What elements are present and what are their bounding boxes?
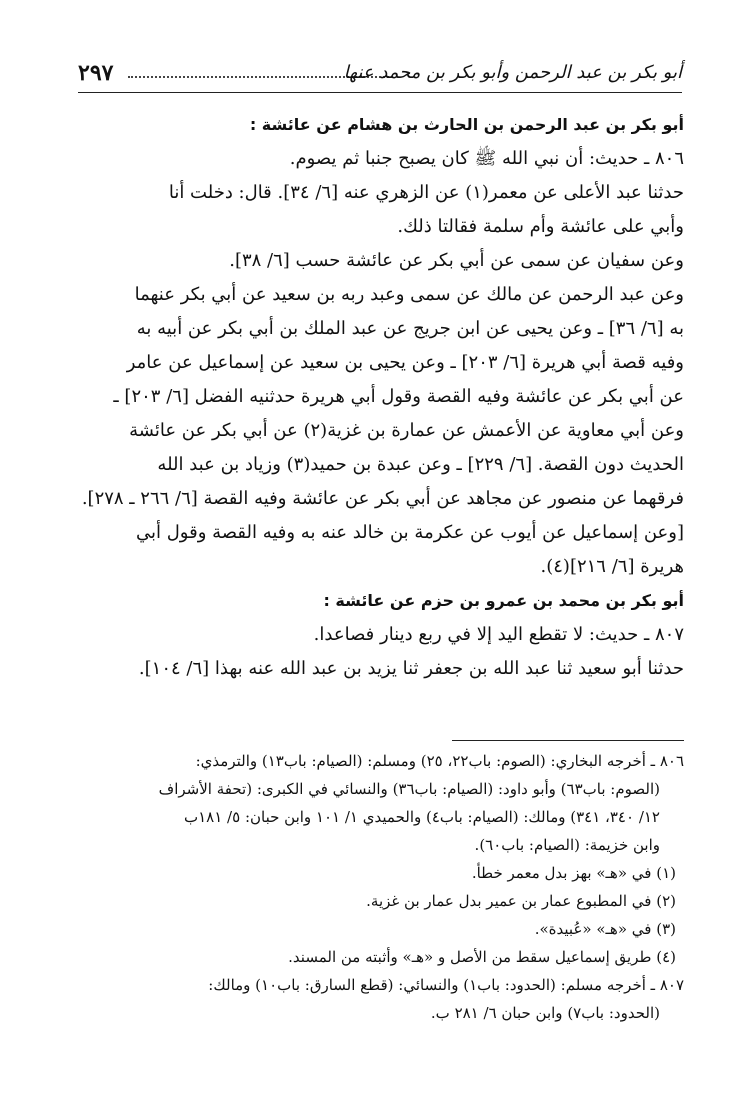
text-line: وعن سفيان عن سمى عن أبي بكر عن عائشة حسب [٦/ ٣٨]. <box>229 250 684 271</box>
page-number: ٢٩٧ <box>78 60 114 86</box>
footnote-note: (٤) طريق إسماعيل سقط من الأصل و «هـ» وأثبته من المسند. <box>288 948 676 966</box>
footnote-line: (الحدود: باب٧) وابن حبان ٦/ ٢٨١ ب. <box>430 1004 660 1022</box>
text-line: وفيه قصة أبي هريرة [٦/ ٢٠٣] ـ وعن يحيى بن سعيد عن إسماعيل عن عامر <box>126 352 684 373</box>
section-heading: أبو بكر بن محمد بن عمرو بن حزم عن عائشة : <box>323 591 684 610</box>
text-line: هريرة [٦/ ٢١٦](٤). <box>540 556 684 577</box>
page-header <box>78 58 682 93</box>
footnote-line: ١٢/ ٣٤٠، ٣٤١) ومالك: (الصيام: باب٤) والحميدي ١/ ١٠١ وابن حبان: ٥/ ١٨١ب <box>183 808 660 826</box>
text-line: به [٦/ ٣٦] ـ وعن يحيى عن ابن جريج عن عبد الملك بن أبي بكر عن أبيه به <box>136 318 684 339</box>
running-title: أبو بكر بن عبد الرحمن وأبو بكر بن محمد عنها <box>343 62 682 83</box>
text-line: [وعن إسماعيل عن أيوب عن عكرمة بن خالد عنه به وفيه القصة وقول أبي <box>135 522 684 543</box>
text-line: وأبي على عائشة وأم سلمة فقالتا ذلك. <box>397 216 684 237</box>
text-line: فرقهما عن منصور عن مجاهد عن أبي بكر عن عائشة وفيه القصة [٦/ ٢٦٦ ـ ٢٧٨]. <box>81 488 684 509</box>
text-line: وعن عبد الرحمن عن مالك عن سمى وعبد ربه بن سعيد عن أبي بكر عنهما <box>134 284 684 305</box>
section-heading: أبو بكر بن عبد الرحمن بن الحارث بن هشام عن عائشة : <box>249 115 684 134</box>
footnote-note: (١) في «هـ» بهز بدل معمر خطأ. <box>471 864 676 882</box>
text-line: حدثنا أبو سعيد ثنا عبد الله بن جعفر ثنا يزيد بن عبد الله عنه بهذا [٦/ ١٠٤]. <box>138 658 684 679</box>
text-line: عن أبي بكر عن عائشة وفيه القصة وقول أبي هريرة حدثنيه الفضل [٦/ ٢٠٣] ـ <box>113 386 684 407</box>
text-line: حدثنا عبد الأعلى عن معمر(١) عن الزهري عنه [٦/ ٣٤]. قال: دخلت أنا <box>168 182 684 203</box>
text-line: ٨٠٦ ـ حديث: أن نبي الله ﷺ كان يصبح جنبا ثم يصوم. <box>289 148 684 169</box>
text-line: ٨٠٧ ـ حديث: لا تقطع اليد إلا في ربع دينار فصاعدا. <box>313 624 684 645</box>
footnote-note: (٣) في «هـ» «عُبيدة». <box>534 920 676 938</box>
text-line: الحديث دون القصة. [٦/ ٢٢٩] ـ وعن عبدة بن حميد(٣) وزياد بن عبد الله <box>157 454 684 475</box>
footnote-line: ٨٠٧ ـ أخرجه مسلم: (الحدود: باب١) والنسائي: (قطع السارق: باب١٠) ومالك: <box>208 976 684 994</box>
footnote-note: (٢) في المطبوع عمار بن عمير بدل عمار بن غزية. <box>366 892 676 910</box>
footnote-line: ٨٠٦ ـ أخرجه البخاري: (الصوم: باب٢٢، ٢٥) ومسلم: (الصيام: باب١٣) والترمذي: <box>195 752 684 770</box>
text-line: وعن أبي معاوية عن الأعمش عن عمارة بن غزية(٢) عن أبي بكر عن عائشة <box>129 420 684 441</box>
footnotes <box>72 740 684 1027</box>
footnote-line: وابن خزيمة: (الصيام: باب٦٠). <box>474 836 660 854</box>
footnote-line: (الصوم: باب٦٣) وأبو داود: (الصيام: باب٣٦) والنسائي في الكبرى: (تحفة الأشراف <box>158 780 660 798</box>
main-text <box>72 108 684 686</box>
footnote-rule-gap <box>72 739 452 742</box>
